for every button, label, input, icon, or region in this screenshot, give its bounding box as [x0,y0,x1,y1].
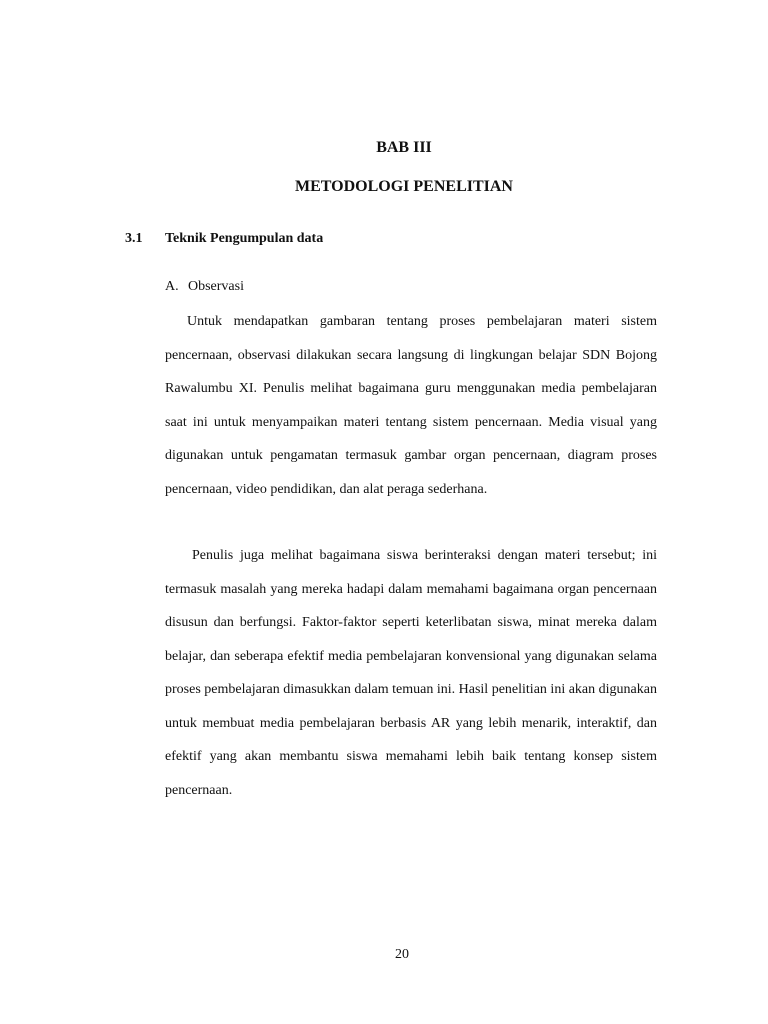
chapter-label: BAB III [376,139,432,156]
paragraph-student-interaction: Penulis juga melihat bagaimana siswa berinteraksi dengan materi tersebut; ini termasuk masalah yang mereka hadapi dalam memahami bagaimana organ pencernaan disusun dan berfungsi. Faktor-faktor seperti keterlibatan siswa, minat mereka dalam belajar, dan seberapa efektif media pembelajaran konvensional yang digunakan selama proses pembelajaran dimasukkan dalam temuan ini. Hasil penelitian ini akan digunakan untuk membuat media pembelajaran berbasis AR yang lebih menarik, interaktif, dan efektif yang akan membantu siswa memahami lebih baik tentang konsep sistem pencernaan. [165,548,657,798]
paragraph-observation-intro: Untuk mendapatkan gambaran tentang proses pembelajaran materi sistem pencernaan, observasi dilakukan secara langsung di lingkungan belajar SDN Bojong Rawalumbu XI. Penulis melihat bagaimana guru menggunakan media pembelajaran saat ini untuk menyampaikan materi tentang sistem pencernaan. Media visual yang digunakan untuk pengamatan termasuk gambar organ pencernaan, diagram proses pencernaan, video pendidikan, dan alat peraga sederhana. [165,314,657,497]
subsection-heading [165,278,244,296]
subsection-letter: A. [165,279,179,294]
section-number: 3.1 [125,231,143,246]
chapter-title: METODOLOGI PENELITIAN [295,178,513,195]
page-number: 20 [395,947,409,962]
section-title: Teknik Pengumpulan data [165,231,324,246]
subsection-title: Observasi [188,279,244,294]
section-heading [125,230,323,248]
